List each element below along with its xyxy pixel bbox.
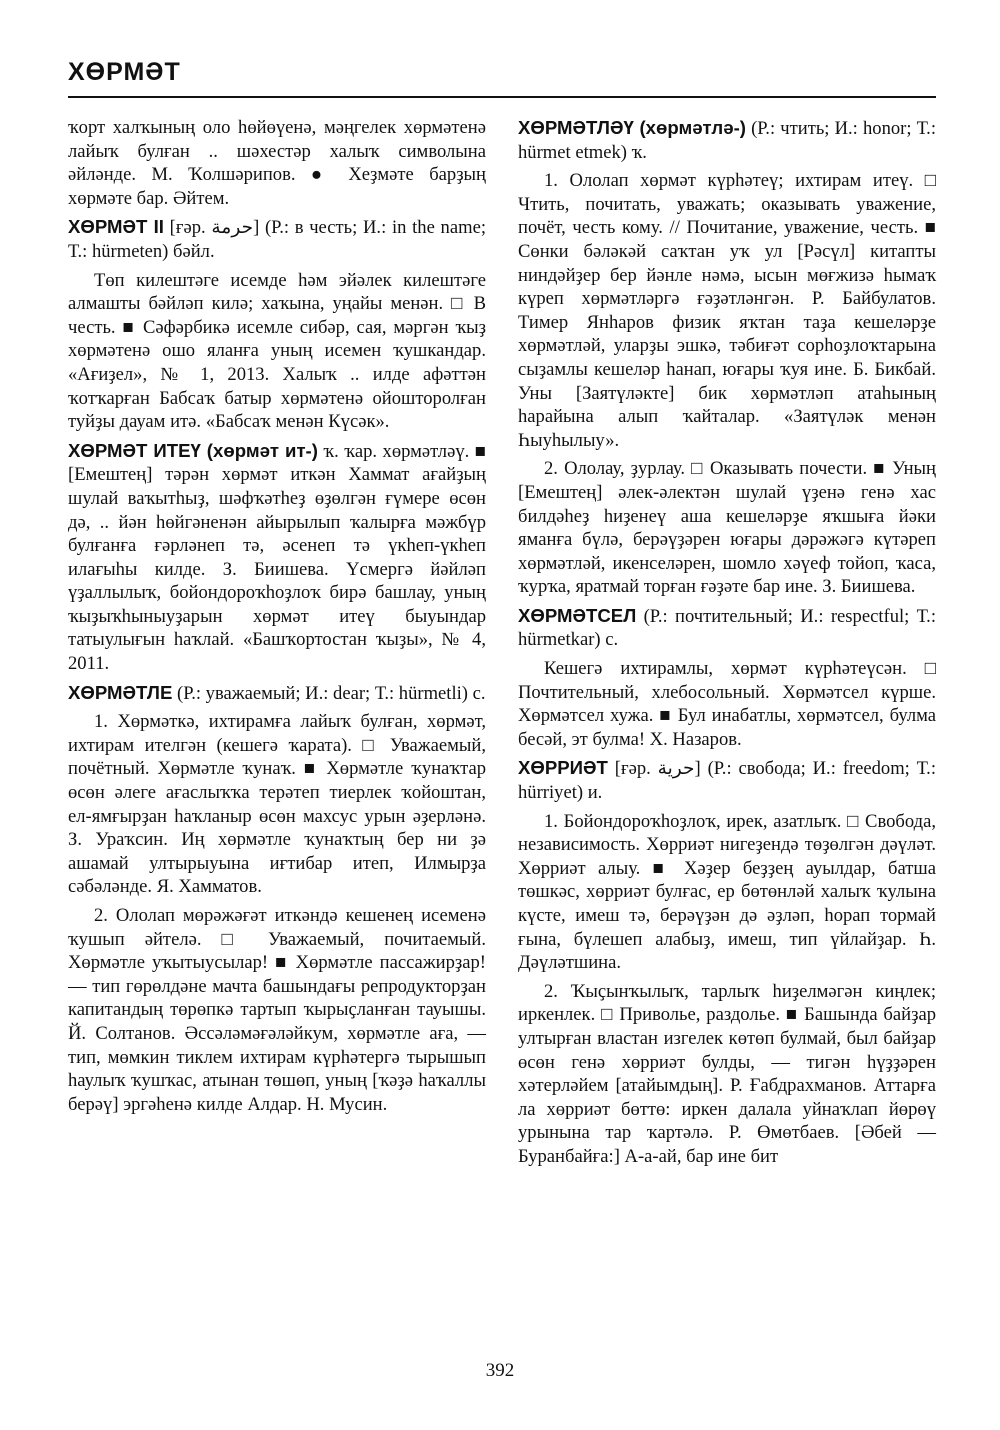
left-column: [68, 116, 486, 1121]
entry-paragraph: 2. Ололап мөрәжәғәт иткәндә кешенең исеменә ҡушып әйтелә. □ Уважаемый, почитаемый. Хөрмәтле уҡытыусылар! ■ Хөрмәтле пассажирҙар! — тип гөрөлдәне мачта башындағы репродукторҙан капитандың төрөпкә тартып ҡырыҫланған тауышы. Й. Солтанов. Әссәләмәғәләйкум, хөрмәтле аға, — тип, мөмкин тиклем ихтирам күрһәтергә тырышып һаулыҡ ҡушҡас, атынан төшөп, уның [ҡәҙә һаҡаллы берәү] эргәһенә килде Алдар. Н. Мусин.: [68, 905, 486, 1115]
right-column: [518, 116, 936, 1174]
entry-paragraph: 2. Ололау, ҙурлау. □ Оказывать почести. ■ Уның [Емештең] әлек-әлектән шулай үҙенә генә хас билдәһеҙ һиҙенеү аша кешеләрҙе яҡшыға йәки яманға бүлә, берәүҙәрен юғары дәрәжәгә күтәреп хөрмәтләй, икенселәрен, шомло хәүеф тойоп, ҡаса, ҡурҡа, яратмай торған ғәҙәте бар ине. З. Биишева.: [518, 458, 936, 598]
entry-paragraph: 1. Бойондороҡһоҙлоҡ, ирек, азатлыҡ. □ Свобода, независимость. Хөрриәт нигеҙендә төҙөлгән дәүләт. Хөрриәт алыу. ■ Хәҙер беҙҙең ауылдар, батша төшкәс, хөрриәт булғас, ер бөтөнләй халыҡ ҡулына күсте, имеш тә, берәүҙән дә әҙләп, һорап тормай ғына, бүлешеп алабыҙ, имеш, тип үйлайҙар. Һ. Дәүләтшина.: [518, 810, 936, 974]
header-rule: [68, 96, 936, 98]
headword: ХӨРМӘТЛЕ: [68, 681, 173, 703]
headword: ХӨРМӘТЛӘҮ (хөрмәтлә-): [518, 117, 746, 138]
entry-paragraph: ХӨРРИӘТ [ғәр. حرية] (Р.: свобода; И.: freedom; Т.: hürriyet) и.: [518, 757, 936, 804]
entry-paragraph: ХӨРМӘТСЕЛ (Р.: почтительный; И.: respectful; Т.: hürmetkar) с.: [518, 604, 936, 651]
running-head: ХӨРМӘТ: [68, 58, 181, 86]
headword: ХӨРМӘТ ИТЕҮ (хөрмәт ит-): [68, 439, 318, 461]
entry-paragraph: ХӨРМӘТ ИТЕҮ (хөрмәт ит-) ҡ. ҡар. хөрмәтләү. ■ [Емештең] тәрән хөрмәт иткән Хаммат ағайҙың шулай ваҡытһыҙ, шәфҡәтһеҙ өҙөлгән ғүмере өсөн дә, .. йән һөйгәненән айырылып ҡалырға мәжбүр булғанға ғәрләнеп тә, әсенеп тә үкһеп-үкһеп илағыһы килде. З. Биишева. Үсмергә йәйләп үҙаллылыҡ, бойондороҡһоҙлоҡ бирә башлау, уның ҡыҙыҡһыныуҙарын хөрмәт итеү быуындар татыулығын һаҡлай. «Башҡортостан ҡыҙы», № 4, 2011.: [68, 439, 486, 675]
headword: ХӨРМӘТСЕЛ: [518, 604, 637, 626]
entry-paragraph: 2. Ҡыҫынҡылыҡ, тарлыҡ һиҙелмәгән киңлек; иркенлек. □ Приволье, раздолье. ■ Башында байҙар ултырған властан изгелек көтөп булмай, был байҙар өсөн генә хөрриәт булды, — тигән һүҙҙәрен хәтерләйем [атайымдың]. Р. Ғабдрахманов. Аттарға ла хөрриәт бөттө: иркен далала уйнаҡлап йөрөү урынына тар ҡартәлә. Р. Өмөтбаев. [Әбей — Буранбайға:] А-а-ай, бар ине бит: [518, 980, 936, 1167]
entry-paragraph: ХӨРМӘТЛЕ (Р.: уважаемый; И.: dear; Т.: hürmetli) с.: [68, 681, 486, 704]
entry-paragraph: Төп килештәге исемде һәм эйәлек килештәге алмашты бәйләп килә; хаҡына, уңайы менән. □ В честь. ■ Сәфәрбикә исемле сибәр, сая, мәргән ҡыҙ хөрмәтенә ошо яланға уның исемен ҡушкандар. «Ағиҙел», № 1, 2013. Халыҡ .. илде афәттән ҡотҡарған Бабсаҡ батыр хөрмәтенә ойошторолған туйҙы дауам итә. «Бабсаҡ менән Күсәк».: [68, 269, 486, 433]
entry-paragraph: 1. Хөрмәткә, ихтирамға лайыҡ булған, хөрмәт, ихтирам ителгән (кешегә ҡарата). □ Уважаемый, почётный. Хөрмәтле ҡунаҡ. ■ Хөрмәтле ҡунаҡтар өсөн әлеге ағаслыҡҡа терәтеп тиерлек ҡойоштан, ел-ямғырҙан һаҡланыр өсөн махсус урын әҙерләнә. З. Ураҡсин. Иң хөрмәтле ҡунаҡтың бер ни ҙә ашамай ултырыуына иғтибар итеп, Илмырҙа сәбәләнде. Я. Хамматов.: [68, 711, 486, 898]
page-number: 392: [485, 1360, 515, 1381]
headword: ХӨРМӘТ II: [68, 216, 164, 238]
entry-paragraph: ҡорт халҡының оло һөйөүенә, мәңгелек хөрмәтенә лайыҡ булған .. шәхестәр халыҡ символына әйләнде. М. Ҡолшәрипов. ● Хеҙмәте барҙың хөрмәте бар. Әйтем.: [68, 117, 486, 209]
entry-paragraph: 1. Ололап хөрмәт күрһәтеү; ихтирам итеү. □ Чтить, почитать, уважать; оказывать уважение, почёт, честь кому. // Почитание, уважение, честь. ■ Сөнки бәләкәй саҡтан уҡ ул [Рәсүл] китапты ниндәйҙер бер йәнле нәмә, ысын мөғжизә һымаҡ күреп хөрмәтләргә ғәҙәтләнгән. Р. Байбулатов. Тимер Янһаров физик яҡтан таҙа кешеләрҙе хөрмәтләй, уларҙы эшкә, тәбиғәт сорһоҙлоҡтарына сыҙамлы кешеләр һанап, юғары ҡуя ине. Б. Бикбай. Уны [Заятүләкте] бик хөрмәтләп атаһының һарайына алып ҡайталар. «Заятүләк менән Һыуһылыу».: [518, 170, 936, 451]
headword: ХӨРРИӘТ: [518, 757, 608, 779]
entry-paragraph: ХӨРМӘТ II [ғәр. حرمة] (Р.: в честь; И.: in the name; Т.: hürmeten) бәйл.: [68, 216, 486, 262]
entry-paragraph: ХӨРМӘТЛӘҮ (хөрмәтлә-) (Р.: чтить; И.: honor; Т.: hürmet etmek) ҡ.: [518, 117, 936, 163]
entry-paragraph: Кешегә ихтирамлы, хөрмәт күрһәтеүсән. □ Почтительный, хлебосольный. Хөрмәтсел күрше. Хөрмәтсел хужа. ■ Бул инабатлы, хөрмәтсел, булма бесәй, эт булма! Х. Назаров.: [518, 658, 936, 750]
